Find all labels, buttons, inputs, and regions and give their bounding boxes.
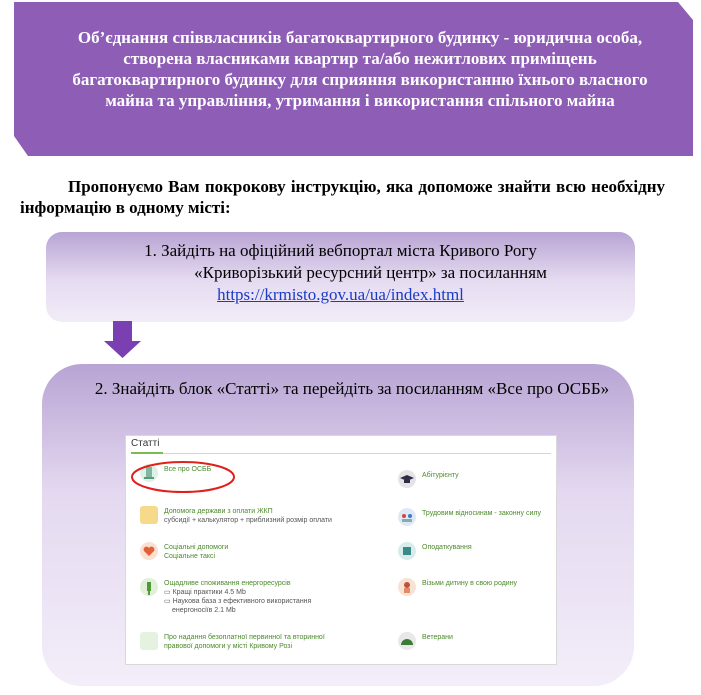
article-label: Візьми дитину в свою родину [422, 580, 518, 587]
articles-heading: Статті [131, 438, 160, 449]
portal-link[interactable]: https://krmisto.gov.ua/ua/index.html [217, 285, 464, 304]
article-label: Оподаткування [422, 544, 472, 551]
step-1-line1: 1. Зайдіть на офіційний вебпортал міста Кривого Рогу [144, 241, 537, 260]
heart-hands-icon [140, 542, 158, 560]
down-arrow-icon [104, 321, 144, 359]
step-1-box [46, 232, 635, 322]
heading-rule-accent [131, 452, 163, 454]
article-label: Ощадливе споживання енергоресурсів [164, 580, 291, 587]
calculator-icon [140, 506, 158, 524]
file-icon: ▭ [164, 598, 173, 605]
workers-icon [398, 508, 416, 526]
article-label: Соціальні допомоги [164, 544, 229, 551]
intro-paragraph: Пропонуємо Вам покрокову інструкцію, яка допоможе знайти всю необхідну інформацію в одному місті: [20, 177, 665, 217]
helmet-icon [398, 632, 416, 650]
article-label: Ветерани [422, 634, 453, 641]
step-2-text: 2. Знайдіть блок «Статті» та перейдіть за посиланням «Все про ОСББ» [94, 379, 610, 398]
family-icon [398, 578, 416, 596]
article-label: Про надання безоплатної первинної та вторинної [164, 634, 325, 641]
article-label: Допомога держави з оплати ЖКП [164, 508, 273, 515]
banner-text: Об’єднання співвласників багатоквартирного будинку - юридична особа, створена власниками квартир та/або нежитлових приміщень багатоквартирного будинку для сприяння використанню їхнього власного майна та управління, утримання і використання спільного майна [72, 28, 648, 110]
graduation-cap-icon [398, 470, 416, 488]
heading-rule [131, 453, 551, 454]
highlight-oval [130, 460, 236, 494]
article-label: Все про ОСББ [164, 466, 212, 473]
title-banner [14, 2, 693, 156]
article-sub: правової допомоги у місті Кривому Розі [164, 643, 293, 650]
articles-screenshot: Статті Все про ОСББ Допомога держави з оплати ЖКП субсидії + калькулятор + приблизний розмір оплати Соціальні допомоги Соціальне таксі Ощадливе споживання енергоресурсів ▭ Кращі практики 4.5 Mb ▭ Наукова база з ефективного використання енергоносіїв 2.1 Mb Про надання безоплатної первинної та вторинної правової допомоги у місті Кривому Розі Абітурієнту Трудовим відносинам - законну силу Оподаткування Візьми дитину в свою родину Ветерани [125, 435, 557, 665]
article-label: Абітурієнту [422, 472, 459, 479]
step-1-text [46, 240, 635, 306]
article-label: Трудовим відносинам - законну силу [422, 510, 541, 517]
file-icon: ▭ [164, 589, 173, 596]
tax-icon [398, 542, 416, 560]
article-sub: Соціальне таксі [164, 553, 216, 560]
plug-icon [140, 578, 158, 596]
article-sub: субсидії + калькулятор + приблизний розмір оплати [164, 517, 332, 524]
legal-icon [140, 632, 158, 650]
step-1-line2: «Криворізький ресурсний центр» за посиланням [194, 263, 547, 282]
